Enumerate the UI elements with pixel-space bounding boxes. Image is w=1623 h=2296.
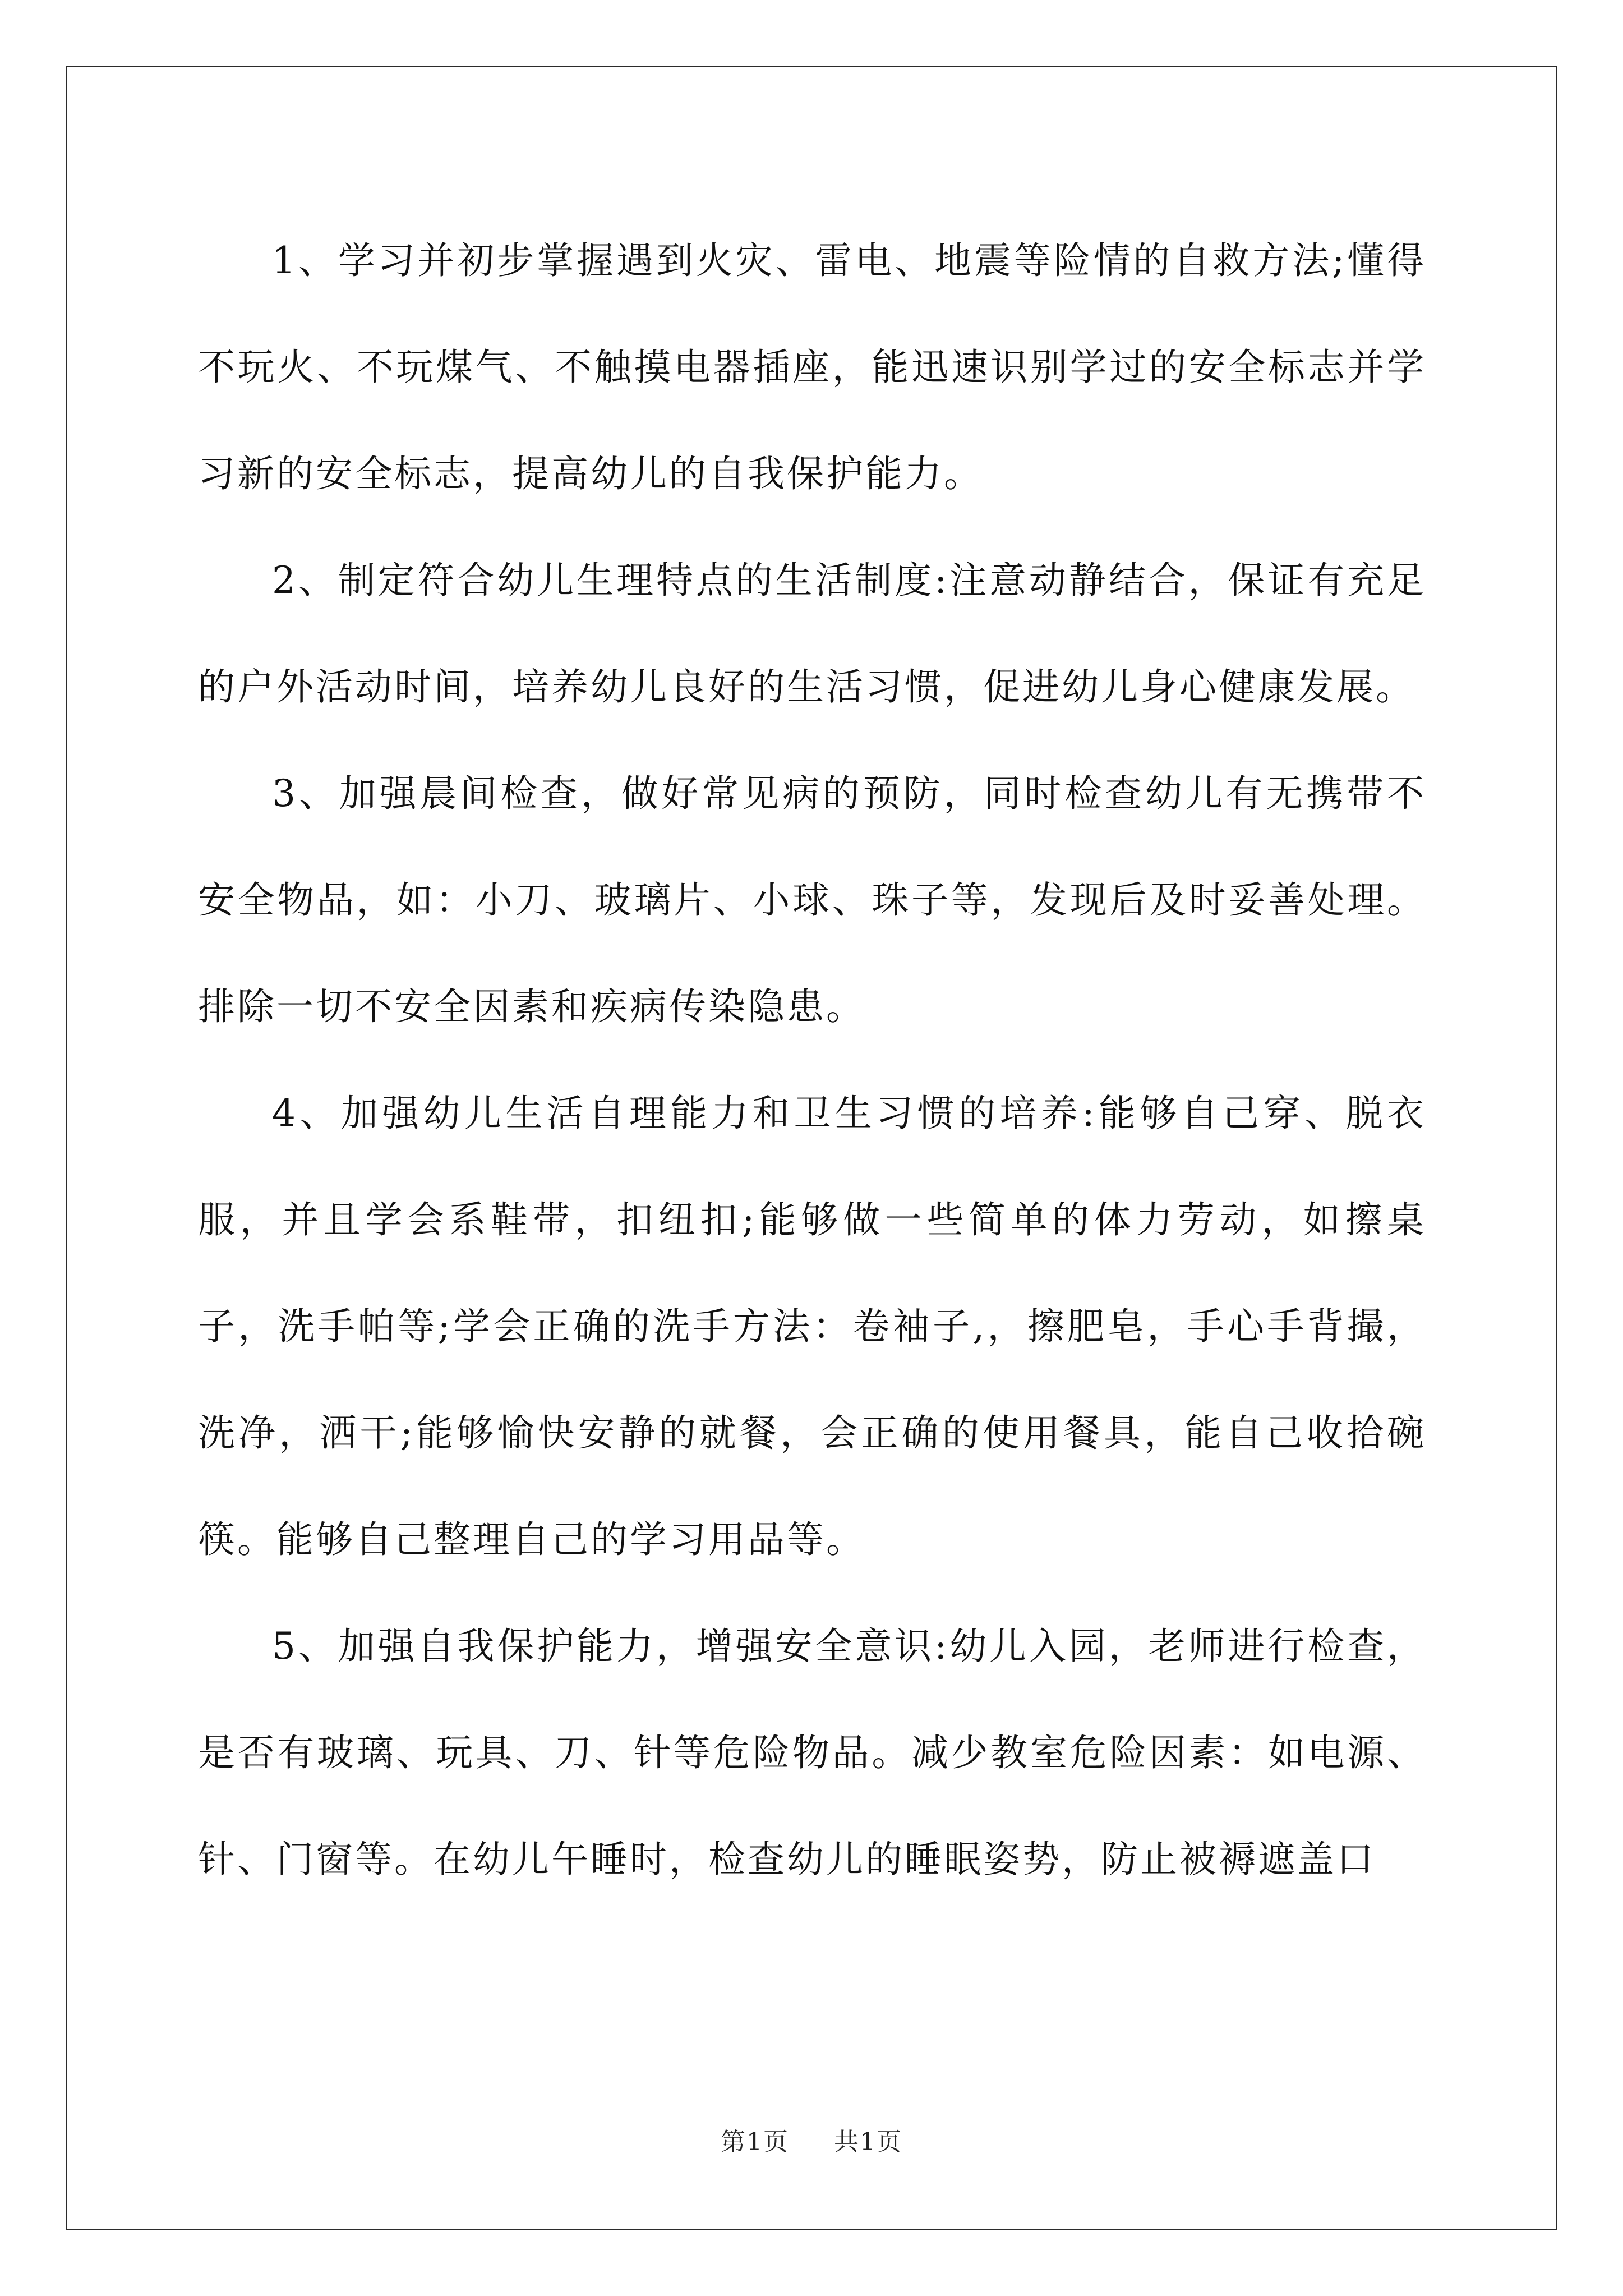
page-number-current: 第1页 [721, 2128, 789, 2156]
paragraph-3: 3、加强晨间检查，做好常见病的预防，同时检查幼儿有无携带不安全物品，如：小刀、玻璃片、小球、珠子等，发现后及时妥善处理。排除一切不安全因素和疾病传染隐患。 [198, 772, 1426, 1028]
paragraph-1: 1、学习并初步掌握遇到火灾、雷电、地震等险情的自救方法;懂得不玩火、不玩煤气、不触摸电器插座，能迅速识别学过的安全标志并学习新的安全标志，提高幼儿的自我保护能力。 [198, 239, 1426, 495]
page-footer [0, 2122, 1623, 2157]
paragraph-2: 2、制定符合幼儿生理特点的生活制度:注意动静结合，保证有充足的户外活动时间，培养幼儿良好的生活习惯，促进幼儿身心健康发展。 [198, 559, 1426, 708]
page-number-total: 共1页 [834, 2128, 902, 2156]
paragraph-5: 5、加强自我保护能力，增强安全意识:幼儿入园，老师进行检查，是否有玻璃、玩具、刀、针等危险物品。减少教室危险因素：如电源、针、门窗等。在幼儿午睡时，检查幼儿的睡眠姿势，防止被褥遮盖口 [198, 1625, 1426, 1881]
paragraph-4: 4、加强幼儿生活自理能力和卫生习惯的培养:能够自己穿、脱衣服，并且学会系鞋带，扣纽扣;能够做一些简单的体力劳动，如擦桌子，洗手帕等;学会正确的洗手方法：卷袖子,，擦肥皂，手心手背撮，洗净，洒干;能够愉快安静的就餐，会正确的使用餐具，能自己收拾碗筷。能够自己整理自己的学习用品等。 [198, 1092, 1426, 1561]
document-body [198, 208, 1426, 1913]
